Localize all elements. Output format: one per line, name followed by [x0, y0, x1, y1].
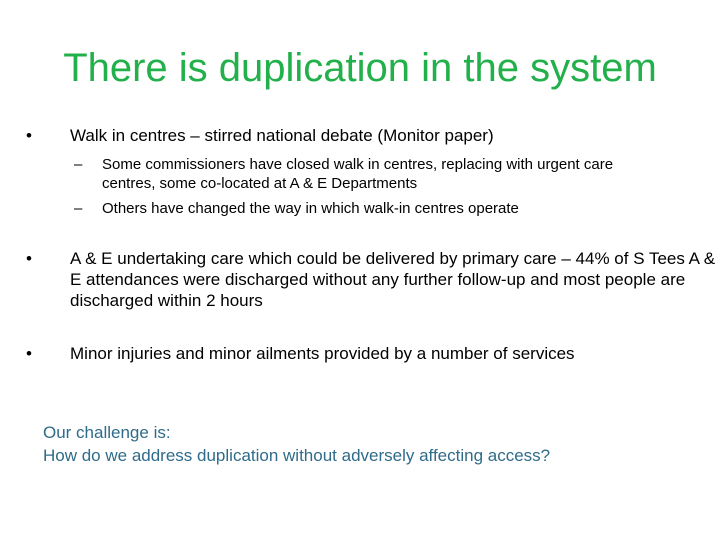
bullet-text: Walk in centres – stirred national debate (Monitor paper)	[70, 126, 494, 145]
sub-bullet-dash: –	[74, 200, 83, 217]
slide-title: There is duplication in the system	[63, 46, 657, 90]
sub-bullet-dash: –	[74, 156, 83, 173]
bullet-mark: •	[26, 249, 32, 268]
bullet-text: A & E undertaking care which could be delivered by primary care – 44% of S Tees A & E attendances were discharged without any further follow-up and most people are discharged within 2 hours	[70, 249, 716, 310]
bullet-mark: •	[26, 344, 32, 363]
challenge-question: How do we address duplication without adversely affecting access?	[43, 446, 551, 465]
sub-bullet-text: Some commissioners have closed walk in centres, replacing with urgent care centres, some co-located at A & E Departments	[102, 156, 614, 192]
bullet-text: Minor injuries and minor ailments provided by a number of services	[70, 344, 575, 363]
bullet-mark: •	[26, 126, 32, 145]
sub-bullet-text: Others have changed the way in which walk-in centres operate	[102, 200, 519, 217]
challenge-heading: Our challenge is:	[43, 423, 171, 442]
challenge-block	[43, 421, 703, 467]
